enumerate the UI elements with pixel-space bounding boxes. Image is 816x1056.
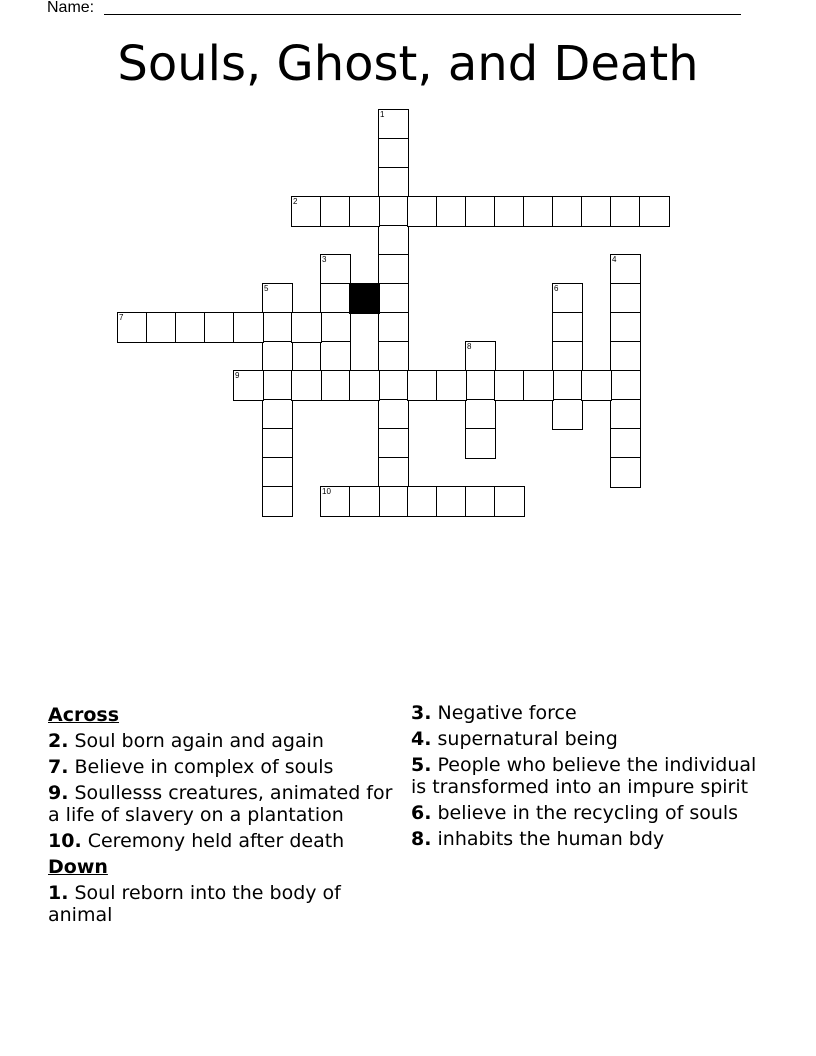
clue-text: Soul born again and again xyxy=(74,730,324,752)
grid-cell[interactable] xyxy=(320,341,351,372)
grid-cell[interactable] xyxy=(320,312,351,343)
clue-number: 10. xyxy=(48,830,82,852)
clue-down-4 xyxy=(411,728,771,750)
cell-number: 4 xyxy=(612,255,617,264)
grid-cell[interactable] xyxy=(291,196,322,227)
grid-cell[interactable] xyxy=(436,486,467,517)
grid-cell[interactable] xyxy=(465,486,496,517)
grid-cell[interactable] xyxy=(436,196,467,227)
grid-cell[interactable] xyxy=(610,428,641,459)
grid-cell[interactable] xyxy=(436,370,467,401)
grid-cell[interactable] xyxy=(378,225,409,256)
clue-across-7 xyxy=(48,756,408,778)
grid-cell[interactable] xyxy=(552,399,583,430)
cell-number: 7 xyxy=(119,313,124,322)
clue-text: People who believe the individual is transformed into an impure spirit xyxy=(411,754,757,798)
clue-text: supernatural being xyxy=(437,728,618,750)
grid-cell[interactable] xyxy=(581,370,612,401)
grid-cell[interactable] xyxy=(494,370,525,401)
clue-number: 4. xyxy=(411,728,432,750)
cell-number: 10 xyxy=(322,487,331,496)
cell-number: 6 xyxy=(554,284,559,293)
grid-cell[interactable] xyxy=(407,370,438,401)
grid-cell[interactable] xyxy=(233,370,264,401)
grid-cell[interactable] xyxy=(378,486,409,517)
grid-cell[interactable] xyxy=(320,486,351,517)
grid-cell[interactable] xyxy=(378,254,409,285)
grid-cell[interactable] xyxy=(407,486,438,517)
grid-cell[interactable] xyxy=(378,457,409,488)
clue-across-2 xyxy=(48,730,408,752)
clues-left-column xyxy=(48,702,408,930)
clue-text: Believe in complex of souls xyxy=(74,756,334,778)
grid-cell[interactable] xyxy=(523,370,554,401)
clue-down-5 xyxy=(411,754,771,798)
clue-text: Ceremony held after death xyxy=(87,830,345,852)
clue-text: Soullesss creatures, animated for a life of slavery on a plantation xyxy=(48,782,393,826)
clue-number: 9. xyxy=(48,782,69,804)
grid-cell[interactable] xyxy=(581,196,612,227)
grid-cell[interactable] xyxy=(320,254,351,285)
cell-number: 8 xyxy=(467,342,472,351)
grid-cell[interactable] xyxy=(146,312,177,343)
grid-cell[interactable] xyxy=(349,370,380,401)
grid-cell[interactable] xyxy=(262,312,293,343)
clue-number: 5. xyxy=(411,754,432,776)
grid-cell[interactable] xyxy=(552,370,583,401)
down-heading: Down xyxy=(48,856,108,878)
clue-across-10 xyxy=(48,830,408,852)
clues-right-column xyxy=(411,702,771,854)
clue-down-6 xyxy=(411,802,771,824)
grid-cell[interactable] xyxy=(552,312,583,343)
clue-down-3 xyxy=(411,702,771,724)
grid-cell[interactable] xyxy=(349,196,380,227)
grid-cell[interactable] xyxy=(349,486,380,517)
grid-cell[interactable] xyxy=(552,283,583,314)
clue-number: 8. xyxy=(411,828,432,850)
grid-cell[interactable] xyxy=(610,341,641,372)
grid-cell[interactable] xyxy=(262,486,293,517)
grid-cell[interactable] xyxy=(291,370,322,401)
grid-cell[interactable] xyxy=(262,428,293,459)
grid-cell[interactable] xyxy=(610,457,641,488)
clue-number: 3. xyxy=(411,702,432,724)
grid-cell[interactable] xyxy=(465,370,496,401)
grid-cell[interactable] xyxy=(378,196,409,227)
clue-number: 7. xyxy=(48,756,69,778)
grid-cell[interactable] xyxy=(320,196,351,227)
grid-cell[interactable] xyxy=(639,196,670,227)
clue-number: 1. xyxy=(48,882,69,904)
grid-cell[interactable] xyxy=(204,312,235,343)
grid-cell[interactable] xyxy=(465,196,496,227)
clue-across-9 xyxy=(48,782,408,826)
grid-cell[interactable] xyxy=(465,399,496,430)
clue-number: 6. xyxy=(411,802,432,824)
grid-cell[interactable] xyxy=(320,370,351,401)
clue-text: Soul reborn into the body of animal xyxy=(48,882,341,926)
grid-cell[interactable] xyxy=(610,196,641,227)
grid-cell[interactable] xyxy=(407,196,438,227)
grid-cell[interactable] xyxy=(378,283,409,314)
clue-text: Negative force xyxy=(437,702,577,724)
grid-cell[interactable] xyxy=(378,428,409,459)
grid-cell[interactable] xyxy=(465,428,496,459)
grid-cell[interactable] xyxy=(291,312,322,343)
grid-cell[interactable] xyxy=(552,196,583,227)
cell-number: 1 xyxy=(380,110,385,119)
grid-cell[interactable] xyxy=(262,370,293,401)
grid-cell[interactable] xyxy=(610,254,641,285)
clue-down-1 xyxy=(48,882,408,926)
across-heading: Across xyxy=(48,704,120,726)
grid-cell[interactable] xyxy=(262,457,293,488)
grid-cell[interactable] xyxy=(610,399,641,430)
grid-cell[interactable] xyxy=(262,283,293,314)
grid-cell[interactable] xyxy=(378,138,409,169)
grid-cell[interactable] xyxy=(494,486,525,517)
grid-cell[interactable] xyxy=(610,370,641,401)
grid-cell[interactable] xyxy=(378,109,409,140)
grid-cell[interactable] xyxy=(378,341,409,372)
grid-cell[interactable] xyxy=(494,196,525,227)
clue-text: believe in the recycling of souls xyxy=(437,802,739,824)
cell-number: 2 xyxy=(293,197,298,206)
grid-cell[interactable] xyxy=(378,167,409,198)
grid-cell[interactable] xyxy=(465,341,496,372)
clue-number: 2. xyxy=(48,730,69,752)
name-label: Name: xyxy=(47,0,95,16)
grid-cell[interactable] xyxy=(378,312,409,343)
grid-cell[interactable] xyxy=(262,399,293,430)
grid-cell[interactable] xyxy=(610,283,641,314)
cell-number: 9 xyxy=(235,371,240,380)
grid-cell[interactable] xyxy=(175,312,206,343)
grid-cell[interactable] xyxy=(610,312,641,343)
grid-cell[interactable] xyxy=(320,283,351,314)
grid-cell[interactable] xyxy=(117,312,148,343)
grid-cell[interactable] xyxy=(262,341,293,372)
clue-text: inhabits the human bdy xyxy=(437,828,665,850)
grid-cell[interactable] xyxy=(378,370,409,401)
grid-block-cell xyxy=(349,283,380,314)
grid-cell[interactable] xyxy=(378,399,409,430)
cell-number: 3 xyxy=(322,255,327,264)
grid-cell[interactable] xyxy=(552,341,583,372)
grid-cell[interactable] xyxy=(523,196,554,227)
page-title: Souls, Ghost, and Death xyxy=(117,36,699,92)
cell-number: 5 xyxy=(264,284,269,293)
grid-cell[interactable] xyxy=(233,312,264,343)
clue-down-8 xyxy=(411,828,771,850)
